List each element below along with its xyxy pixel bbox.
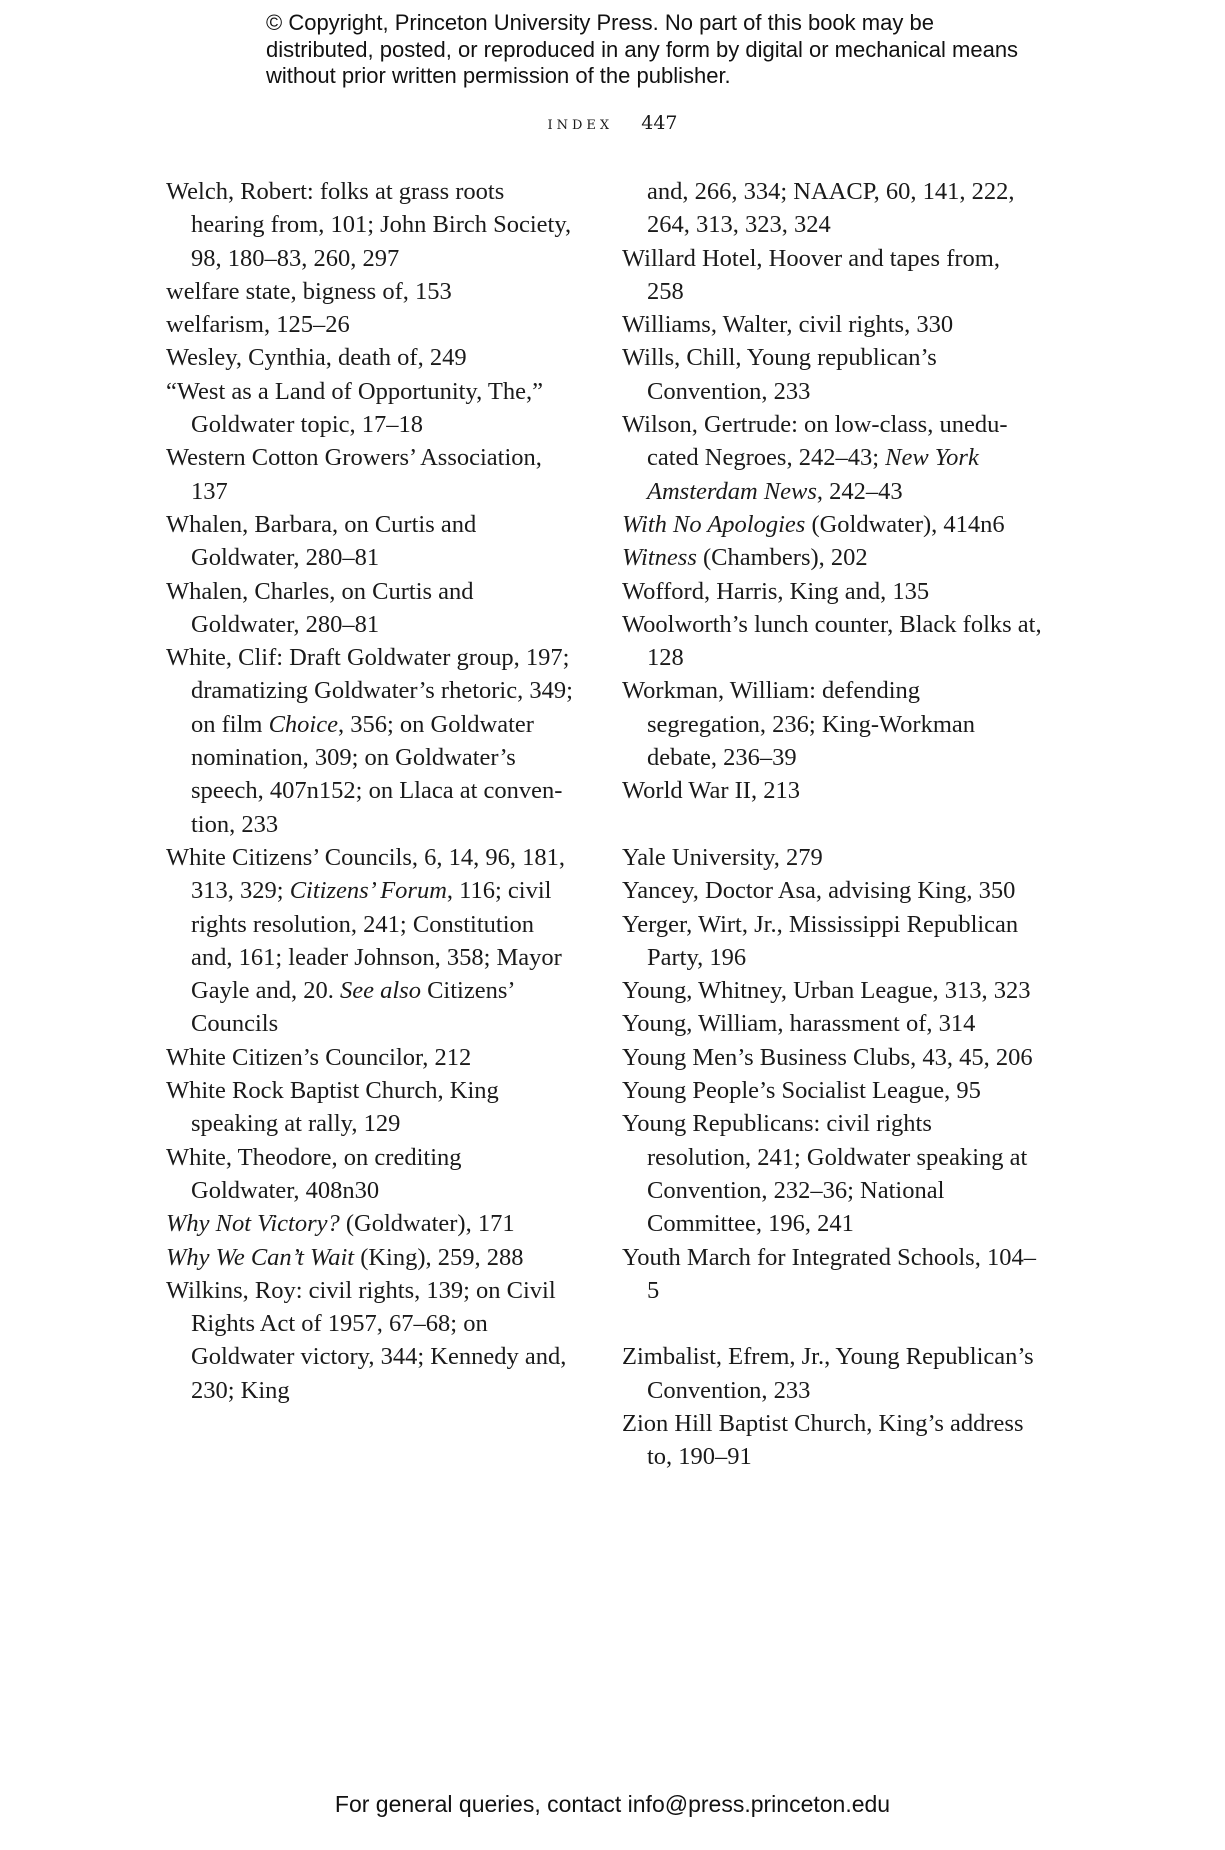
index-entry: [622, 575, 1042, 608]
index-entry-text: White Citizen’s Councilor, 212: [166, 1043, 472, 1071]
index-entry: [622, 1340, 1042, 1407]
index-entry-text: and, 266, 334; NAACP, 60, 141, 222, 264, 313, 323, 324: [647, 178, 1015, 239]
index-entry: [166, 441, 576, 508]
index-entry-text: Wilkins, Roy: civil rights, 139; on Civil Rights Act of 1957, 67–68; on Goldwater victory, 344; Kennedy and, 230; King: [166, 1276, 567, 1404]
index-entry: [166, 575, 576, 642]
index-entry-text: Woolworth’s lunch counter, Black folks at, 128: [622, 610, 1042, 672]
index-entry-italic: Why Not Victory?: [166, 1210, 340, 1238]
copyright-notice: © Copyright, Princeton University Press. No part of this book may be distributed, posted, or reproduced in any form by digital or mechanical means without prior written permission of the publisher.: [266, 10, 1019, 88]
index-entry: [166, 1207, 576, 1240]
index-entry-text: Yale University, 279: [622, 843, 823, 871]
index-entry-text: Young Republicans: civil rights resolution, 241; Goldwater speaking at Convention, 232–36; National Committee, 196, 241: [622, 1110, 1028, 1238]
index-entry: [622, 908, 1042, 975]
index-entry-text: Wesley, Cynthia, death of, 249: [166, 344, 467, 372]
index-entry-text: , 116; civil rights resolution, 241; Constitution and, 161; leader Johnson, 358; Mayor Gayle and, 20.: [191, 877, 562, 1005]
index-entry-text: , 356; on Goldwater nomination, 309; on Goldwater’s speech, 407n152; on Llaca at convention, 233: [191, 710, 563, 838]
index-entry-text: (Goldwater), 171: [339, 1210, 515, 1238]
running-head: [0, 112, 1225, 134]
index-entry-text: Yancey, Doctor Asa, advising King, 350: [622, 877, 1016, 905]
index-entry: [166, 508, 576, 575]
index-entry-text: Youth March for Integrated Schools, 104–5: [622, 1243, 1036, 1304]
index-entry-text: (Goldwater), 414n6: [805, 510, 1005, 538]
index-entry-text: Zimbalist, Efrem, Jr., Young Republican’s Convention, 233: [622, 1343, 1034, 1404]
index-column-right: [622, 175, 1042, 1474]
index-entry-text: welfare state, bigness of, 153: [166, 277, 452, 305]
page-number: 447: [641, 112, 678, 134]
index-entry-text: welfarism, 125–26: [166, 311, 350, 339]
letter-group-gap: [622, 808, 1042, 841]
index-entry: [622, 508, 1042, 541]
index-entry: [622, 1241, 1042, 1308]
index-entry-text: Western Cotton Growers’ Association, 137: [166, 444, 542, 505]
index-entry-text: White, Clif: Draft Goldwater group, 197; dramatizing Goldwater’s rhetoric, 349; on film: [166, 644, 573, 738]
index-entry: [622, 841, 1042, 874]
index-entry-italic: New York Amsterdam News: [647, 444, 979, 505]
index-entry: [166, 341, 576, 374]
index-entry: [622, 408, 1042, 508]
index-entry: [622, 175, 1042, 242]
index-entry-text: Young People’s Socialist League, 95: [622, 1077, 981, 1105]
index-entry: [166, 308, 576, 341]
index-entry-text: Wills, Chill, Young republican’s Convention, 233: [622, 344, 937, 405]
index-entry: [622, 1007, 1042, 1040]
index-entry-text: Young, William, harassment of, 314: [622, 1010, 976, 1038]
index-entry: [166, 1141, 576, 1208]
index-entry-text: White Citizens’ Councils, 6, 14, 96, 181, 313, 329;: [166, 843, 565, 905]
index-entry: [166, 275, 576, 308]
index-entry: [622, 874, 1042, 907]
index-entry-text: Wofford, Harris, King and, 135: [622, 577, 930, 605]
index-entry-text: (Chambers), 202: [696, 544, 868, 572]
index-entry: [622, 1107, 1042, 1240]
index-entry-text: World War II, 213: [622, 777, 800, 805]
index-entry-text: Citizens’ Councils: [191, 977, 514, 1038]
index-entry: [622, 774, 1042, 807]
letter-group-gap: [622, 1307, 1042, 1340]
index-entry-italic: See also: [340, 977, 421, 1005]
index-entry-text: (King), 259, 288: [354, 1243, 524, 1271]
index-entry-italic: Choice: [268, 710, 338, 738]
index-entry: [166, 1074, 576, 1141]
index-entry-text: , 242–43: [816, 477, 903, 505]
index-entry-italic: Why We Can’t Wait: [166, 1243, 355, 1271]
running-head-label: index: [547, 112, 614, 134]
index-entry-text: Willard Hotel, Hoover and tapes from, 258: [622, 244, 1000, 305]
index-entry: [622, 1041, 1042, 1074]
index-entry-text: “West as a Land of Opportunity, The,” Goldwater topic, 17–18: [166, 377, 543, 439]
index-entry-text: Young Men’s Business Clubs, 43, 45, 206: [622, 1043, 1033, 1071]
index-column-left: [166, 175, 576, 1407]
index-entry: [622, 308, 1042, 341]
index-entry-text: Whalen, Charles, on Curtis and Goldwater, 280–81: [166, 577, 474, 638]
index-entry-text: Workman, William: defending segregation, 236; King-Workman debate, 236–39: [622, 677, 976, 772]
index-entry-italic: Witness: [622, 544, 697, 572]
index-entry: [622, 1407, 1042, 1474]
index-entry: [622, 1074, 1042, 1107]
index-entry: [166, 1241, 576, 1274]
index-entry: [166, 1041, 576, 1074]
index-entry-text: Young, Whitney, Urban League, 313, 323: [622, 977, 1031, 1005]
index-entry-text: Yerger, Wirt, Jr., Mississippi Republican Party, 196: [622, 910, 1019, 971]
index-entry: [622, 608, 1042, 675]
index-entry: [166, 375, 576, 442]
index-entry: [622, 242, 1042, 309]
footer-contact: For general queries, contact info@press.princeton.edu: [334, 1791, 891, 1817]
index-entry: [166, 641, 576, 841]
index-entry: [166, 841, 576, 1041]
index-entry-italic: With No Apologies: [622, 510, 806, 538]
index-entry: [166, 175, 576, 275]
index-entry: [166, 1274, 576, 1407]
index-entry-text: White Rock Baptist Church, King speaking at rally, 129: [166, 1077, 499, 1138]
index-entry-text: Whalen, Barbara, on Curtis and Goldwater, 280–81: [166, 510, 477, 572]
index-entry: [622, 341, 1042, 408]
index-entry-text: Zion Hill Baptist Church, King’s address to, 190–91: [622, 1409, 1024, 1471]
index-entry-text: Williams, Walter, civil rights, 330: [622, 311, 954, 339]
index-entry-text: Welch, Robert: folks at grass roots hearing from, 101; John Birch Society, 98, 180–83, 260, 297: [166, 178, 572, 272]
index-entry-italic: Citizens’ Forum: [289, 877, 447, 905]
index-entry: [622, 674, 1042, 774]
index-entry-text: White, Theodore, on crediting Goldwater, 408n30: [166, 1143, 462, 1204]
index-entry: [622, 974, 1042, 1007]
index-entry-text: Wilson, Gertrude: on low-class, uneducated Negroes, 242–43;: [622, 411, 1008, 472]
index-entry: [622, 541, 1042, 574]
